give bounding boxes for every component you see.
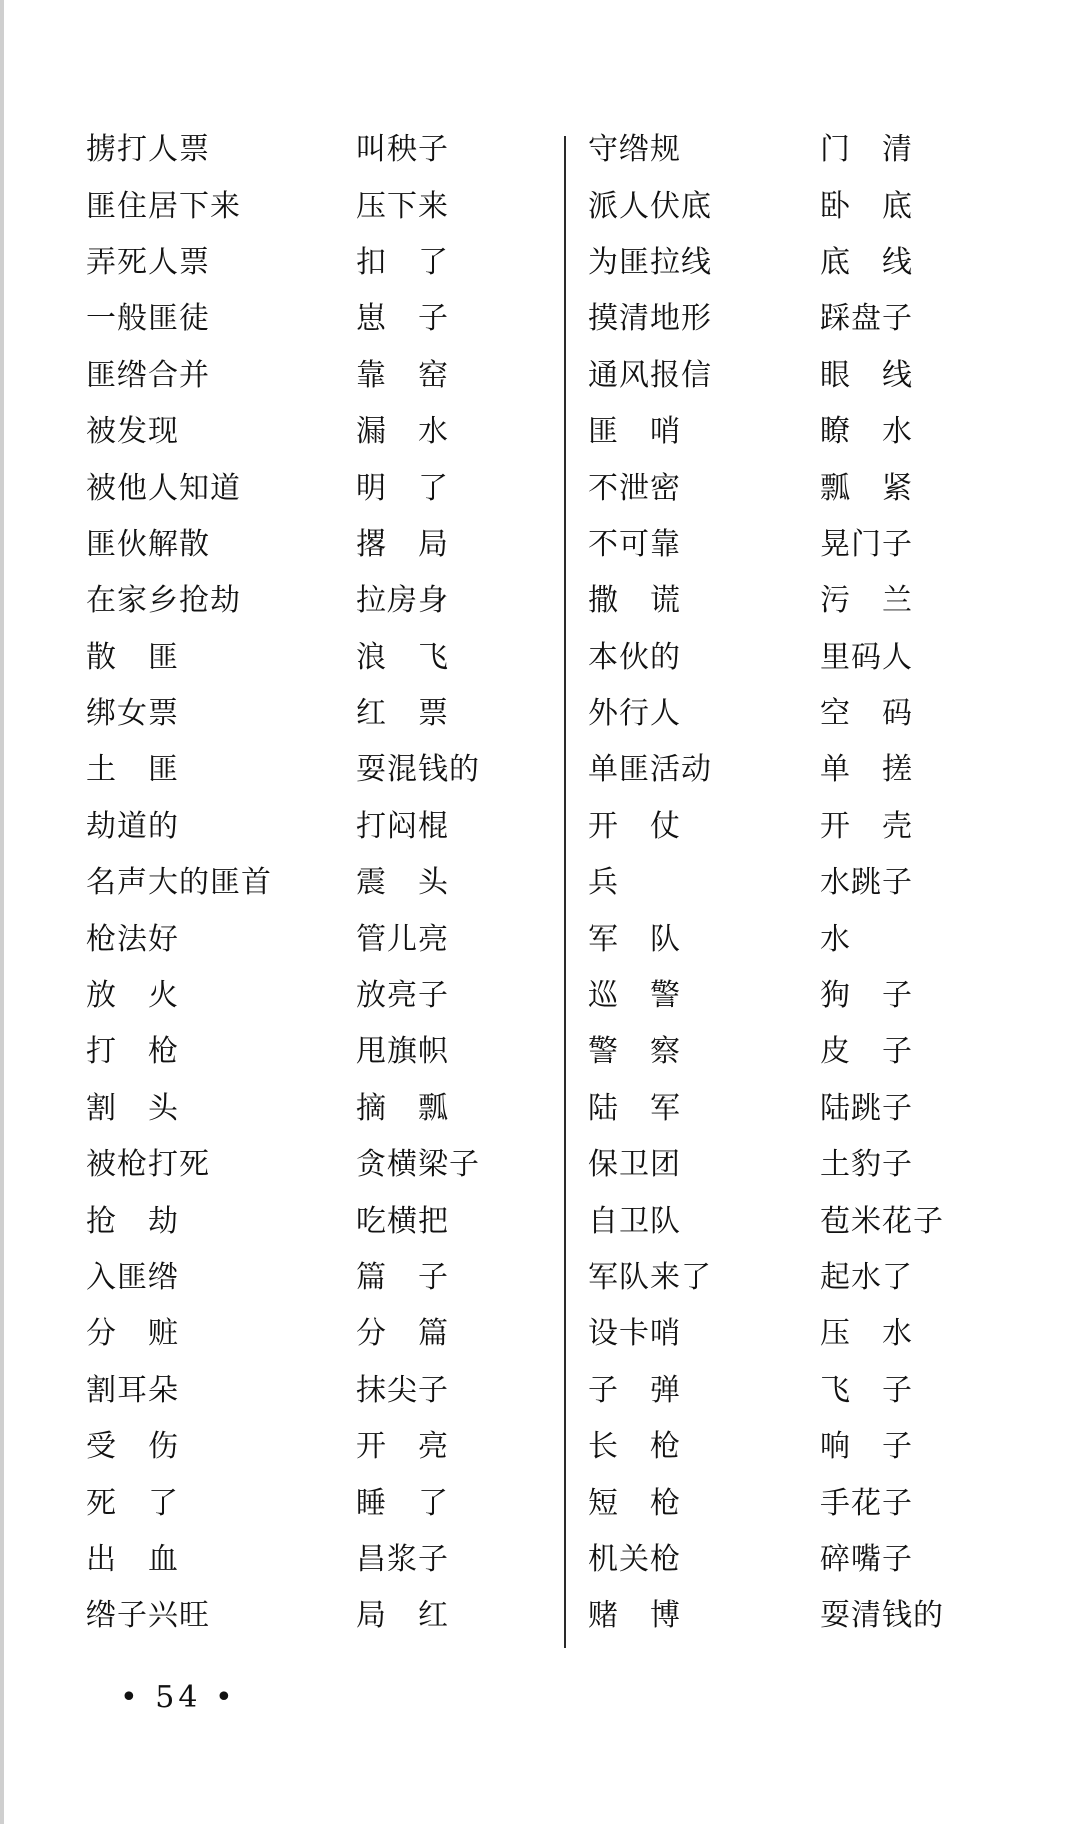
term-text: 散 匪 <box>86 639 179 675</box>
slang-text: 手花子 <box>820 1485 913 1521</box>
glossary-row <box>86 1189 556 1245</box>
glossary-row <box>588 1584 1018 1640</box>
glossary-row <box>86 400 556 456</box>
page-number: • 54 • <box>120 1680 237 1715</box>
slang-text: 抹尖子 <box>356 1372 449 1408</box>
glossary-row <box>588 795 1018 851</box>
glossary-row <box>588 964 1018 1020</box>
term-text: 割耳朵 <box>86 1372 179 1408</box>
term-text: 通风报信 <box>588 357 712 393</box>
term-text: 外行人 <box>588 696 681 732</box>
term-text: 被他人知道 <box>86 470 241 506</box>
slang-text: 明 了 <box>356 470 449 506</box>
term-text: 被发现 <box>86 414 179 450</box>
glossary-row <box>86 569 556 625</box>
glossary-row <box>588 118 1018 174</box>
term-text: 绑女票 <box>86 696 179 732</box>
glossary-row <box>86 626 556 682</box>
term-text: 保卫团 <box>588 1147 681 1183</box>
glossary-row <box>86 1302 556 1358</box>
glossary-row <box>86 456 556 512</box>
glossary-row <box>86 287 556 343</box>
slang-text: 管儿亮 <box>356 921 449 957</box>
glossary-row <box>588 1415 1018 1471</box>
glossary-row <box>86 513 556 569</box>
term-text: 军队来了 <box>588 1260 712 1295</box>
term-text: 机关枪 <box>588 1541 681 1577</box>
term-text: 受 伤 <box>86 1429 179 1465</box>
term-text: 赌 博 <box>588 1598 681 1634</box>
term-text: 入匪绺 <box>86 1260 179 1295</box>
right-column <box>588 118 1018 1641</box>
term-text: 自卫队 <box>588 1203 681 1239</box>
slang-text: 土豹子 <box>820 1147 913 1183</box>
glossary-row <box>588 1020 1018 1076</box>
glossary-row <box>86 795 556 851</box>
glossary-row <box>588 1302 1018 1358</box>
page-edge <box>0 0 4 1824</box>
slang-text: 昌浆子 <box>356 1541 449 1577</box>
slang-text: 踩盘子 <box>820 301 913 337</box>
slang-text: 压 水 <box>820 1316 913 1352</box>
glossary-row <box>86 1077 556 1133</box>
glossary-row <box>588 174 1018 230</box>
glossary-row <box>588 1077 1018 1133</box>
glossary-row <box>86 118 556 174</box>
slang-text: 震 头 <box>356 865 449 901</box>
term-text: 匪绺合并 <box>86 357 210 393</box>
slang-text: 空 码 <box>820 696 913 732</box>
slang-text: 浪 飞 <box>356 639 449 675</box>
term-text: 割 头 <box>86 1090 179 1126</box>
slang-text: 耍混钱的 <box>356 752 480 788</box>
term-text: 设卡哨 <box>588 1316 681 1352</box>
column-divider <box>564 136 566 1648</box>
slang-text: 甩旗帜 <box>356 1034 449 1070</box>
term-text: 子 弹 <box>588 1372 681 1408</box>
term-text: 不泄密 <box>588 470 681 506</box>
term-text: 被枪打死 <box>86 1147 210 1183</box>
term-text: 短 枪 <box>588 1485 681 1521</box>
glossary-row <box>86 1246 556 1302</box>
slang-text: 打闷棍 <box>356 808 449 844</box>
glossary-row <box>86 1415 556 1471</box>
slang-text: 陆跳子 <box>820 1090 913 1126</box>
glossary-row <box>86 1528 556 1584</box>
slang-text: 污 兰 <box>820 583 913 619</box>
term-text: 陆 军 <box>588 1090 681 1126</box>
term-text: 名声大的匪首 <box>86 865 272 901</box>
glossary-row <box>588 851 1018 907</box>
slang-text: 叫秧子 <box>356 132 449 168</box>
term-text: 绺子兴旺 <box>86 1598 210 1634</box>
term-text: 本伙的 <box>588 639 681 675</box>
glossary-row <box>588 231 1018 287</box>
term-text: 不可靠 <box>588 526 681 562</box>
glossary-row <box>86 964 556 1020</box>
term-text: 为匪拉线 <box>588 244 712 280</box>
glossary-row <box>588 287 1018 343</box>
slang-text: 门 清 <box>820 132 913 168</box>
glossary-row <box>588 1189 1018 1245</box>
slang-text: 飞 子 <box>820 1372 913 1408</box>
slang-text: 水跳子 <box>820 865 913 901</box>
slang-text: 里码人 <box>820 639 913 675</box>
term-text: 军 队 <box>588 921 681 957</box>
slang-text: 响 子 <box>820 1429 913 1465</box>
glossary-row <box>86 1471 556 1527</box>
slang-text: 耍清钱的 <box>820 1598 944 1634</box>
slang-text: 睡 了 <box>356 1485 449 1521</box>
left-column <box>86 118 556 1641</box>
slang-text: 卧 底 <box>820 188 913 224</box>
slang-text: 拉房身 <box>356 583 449 619</box>
term-text: 开 仗 <box>588 808 681 844</box>
slang-text: 晃门子 <box>820 526 913 562</box>
slang-text: 分 篇 <box>356 1316 449 1352</box>
slang-text: 红 票 <box>356 696 449 732</box>
glossary-row <box>86 174 556 230</box>
term-text: 巡 警 <box>588 978 681 1014</box>
slang-text: 压下来 <box>356 188 449 224</box>
term-text: 土 匪 <box>86 752 179 788</box>
term-text: 派人伏底 <box>588 188 712 224</box>
glossary-row <box>86 907 556 963</box>
term-text: 死 了 <box>86 1485 179 1521</box>
glossary-row <box>588 1528 1018 1584</box>
slang-text: 狗 子 <box>820 978 913 1014</box>
term-text: 弄死人票 <box>86 244 210 280</box>
slang-text: 局 红 <box>356 1598 449 1634</box>
slang-text: 漏 水 <box>356 414 449 450</box>
glossary-row <box>86 738 556 794</box>
glossary-row <box>588 1359 1018 1415</box>
slang-text: 瓢 紧 <box>820 470 913 506</box>
glossary-row <box>86 344 556 400</box>
glossary-row <box>588 513 1018 569</box>
glossary-row <box>588 626 1018 682</box>
term-text: 匪住居下来 <box>86 188 241 224</box>
term-text: 警 察 <box>588 1034 681 1070</box>
glossary-row <box>86 231 556 287</box>
term-text: 出 血 <box>86 1541 179 1577</box>
slang-text: 瞭 水 <box>820 414 913 450</box>
glossary-row <box>86 1584 556 1640</box>
term-text: 掳打人票 <box>86 132 210 168</box>
term-text: 分 赃 <box>86 1316 179 1352</box>
slang-text: 放亮子 <box>356 978 449 1014</box>
slang-text: 撂 局 <box>356 526 449 562</box>
term-text: 抢 劫 <box>86 1203 179 1239</box>
term-text: 放 火 <box>86 978 179 1014</box>
glossary-row <box>86 1133 556 1189</box>
term-text: 一般匪徒 <box>86 301 210 337</box>
slang-text: 起水了 <box>820 1260 913 1295</box>
term-text: 劫道的 <box>86 808 179 844</box>
slang-text: 皮 子 <box>820 1034 913 1070</box>
slang-text: 水 <box>820 921 851 957</box>
slang-text: 开 亮 <box>356 1429 449 1465</box>
term-text: 撒 谎 <box>588 583 681 619</box>
slang-text: 篇 子 <box>356 1260 449 1295</box>
slang-text: 碎嘴子 <box>820 1541 913 1577</box>
glossary-row <box>588 400 1018 456</box>
glossary-row <box>86 1359 556 1415</box>
glossary-row <box>588 1133 1018 1189</box>
slang-text: 崽 子 <box>356 301 449 337</box>
glossary-row <box>588 456 1018 512</box>
term-text: 打 枪 <box>86 1034 179 1070</box>
glossary-row <box>588 907 1018 963</box>
glossary-row <box>86 682 556 738</box>
glossary-row <box>86 1020 556 1076</box>
glossary-row <box>588 344 1018 400</box>
term-text: 在家乡抢劫 <box>86 583 241 619</box>
glossary-row <box>588 1246 1018 1302</box>
slang-text: 开 壳 <box>820 808 913 844</box>
term-text: 单匪活动 <box>588 752 712 788</box>
slang-text: 扣 了 <box>356 244 449 280</box>
slang-text: 摘 瓢 <box>356 1090 449 1126</box>
term-text: 兵 <box>588 865 619 901</box>
slang-text: 贪横梁子 <box>356 1147 480 1183</box>
term-text: 守绺规 <box>588 132 681 168</box>
glossary-row <box>588 738 1018 794</box>
glossary-row <box>588 1471 1018 1527</box>
slang-text: 苞米花子 <box>820 1203 944 1239</box>
slang-text: 底 线 <box>820 244 913 280</box>
term-text: 匪伙解散 <box>86 526 210 562</box>
term-text: 摸清地形 <box>588 301 712 337</box>
glossary-row <box>588 569 1018 625</box>
slang-text: 吃横把 <box>356 1203 449 1239</box>
term-text: 匪 哨 <box>588 414 681 450</box>
slang-text: 靠 窑 <box>356 357 449 393</box>
term-text: 枪法好 <box>86 921 179 957</box>
glossary-row <box>588 682 1018 738</box>
slang-text: 单 搓 <box>820 752 913 788</box>
slang-text: 眼 线 <box>820 357 913 393</box>
term-text: 长 枪 <box>588 1429 681 1465</box>
glossary-row <box>86 851 556 907</box>
